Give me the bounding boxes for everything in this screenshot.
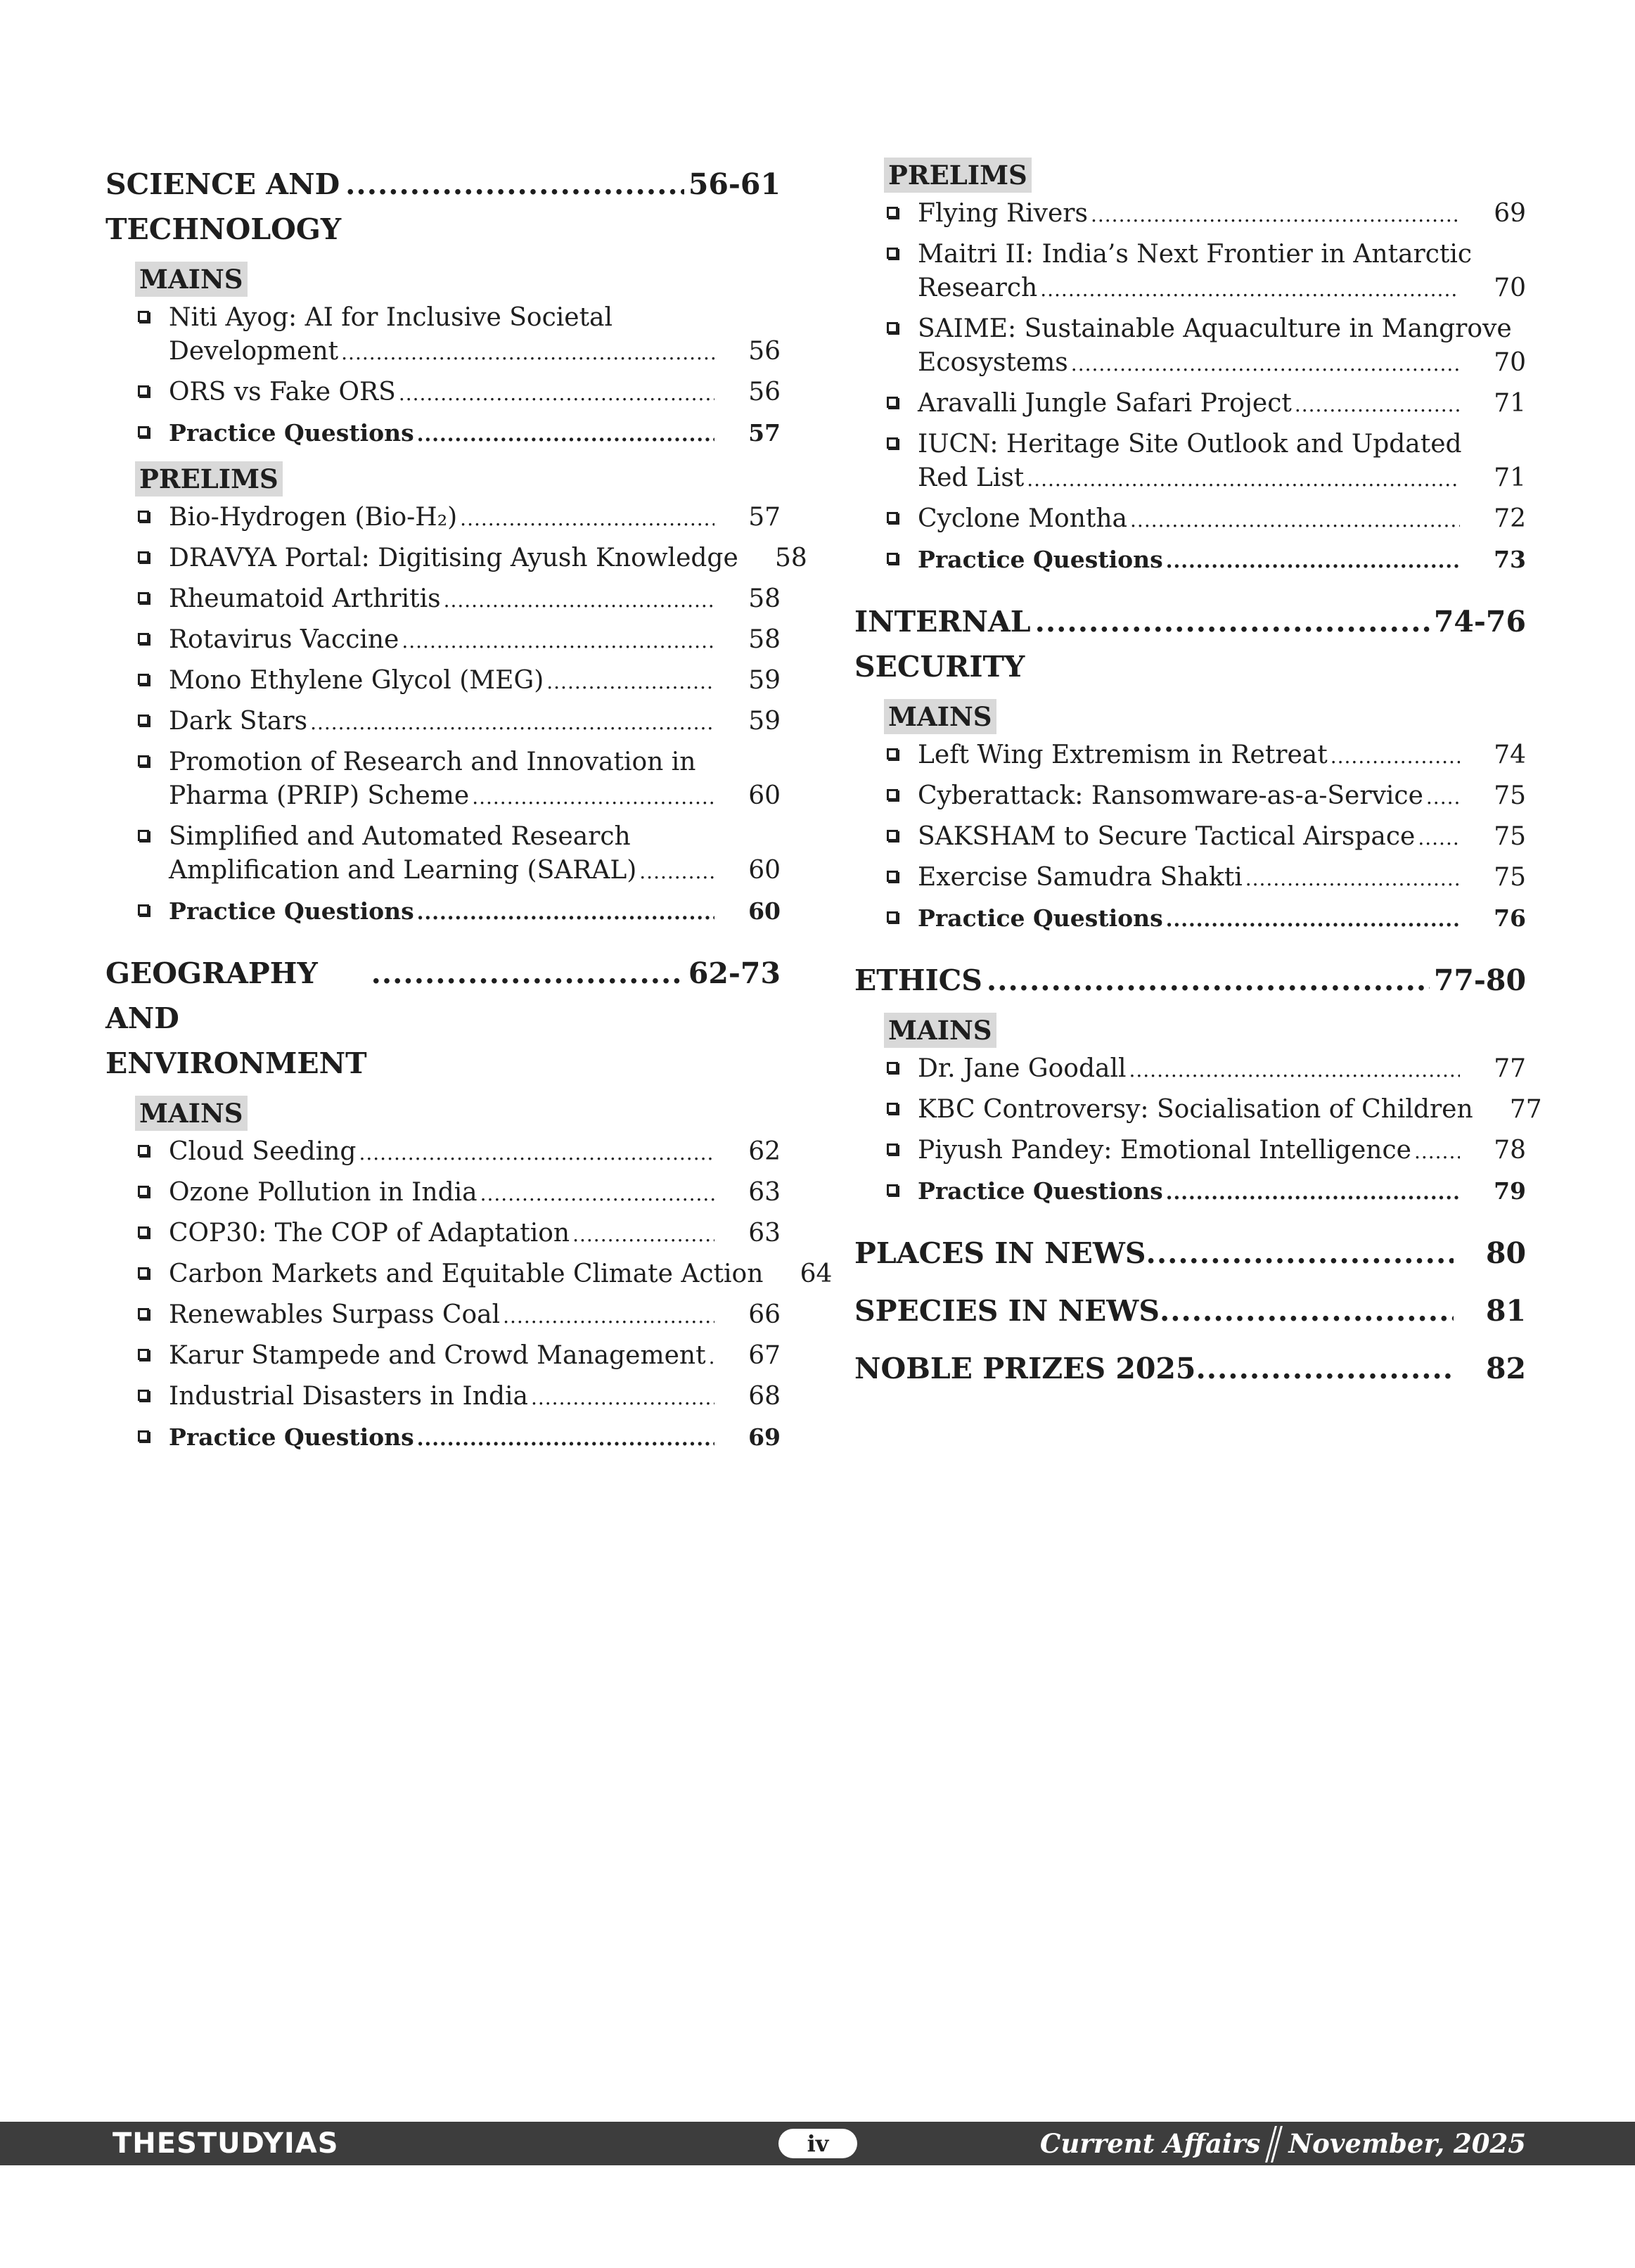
toc-entry[interactable] — [169, 623, 781, 658]
section-heading[interactable] — [105, 162, 781, 252]
section-title: INTERNAL SECURITY — [854, 605, 1031, 684]
toc-entry[interactable] — [169, 376, 781, 411]
checkbox-bullet-icon — [138, 633, 149, 644]
practice-questions-entry[interactable] — [918, 1174, 1526, 1210]
checkbox-bullet-icon — [138, 426, 149, 437]
entry-title: Rheumatoid Arthritis — [169, 584, 441, 613]
entry-title: Industrial Disasters in India — [169, 1382, 528, 1411]
entry-last-line — [918, 271, 1526, 307]
entry-last-line — [169, 1380, 781, 1415]
checkbox-bullet-icon — [887, 322, 898, 333]
entry-last-line — [169, 705, 781, 740]
entry-title: Cyberattack: Ransomware-as-a-Service — [918, 781, 1423, 810]
entry-title: Practice Questions — [169, 1423, 414, 1451]
entry-last-line — [169, 335, 781, 370]
checkbox-bullet-icon — [138, 1349, 149, 1360]
leader-dots — [341, 335, 714, 370]
entry-title: COP30: The COP of Adaptation — [169, 1219, 570, 1248]
leader-dots — [1295, 387, 1460, 422]
entry-page-number: 58 — [748, 584, 781, 613]
entry-page-number: 70 — [1494, 274, 1526, 302]
section-page-range: 62-73 — [688, 956, 781, 990]
leader-dots — [1414, 1134, 1460, 1169]
entry-page-number: 70 — [1494, 348, 1526, 377]
entry-last-line — [918, 197, 1526, 232]
entry-last-line — [918, 820, 1526, 855]
entry-title: Amplification and Learning (SARAL) — [169, 856, 637, 885]
section-heading[interactable] — [854, 958, 1526, 1003]
leader-dots — [480, 1176, 714, 1211]
entry-title-line: Niti Ayog: AI for Inclusive Societal — [169, 303, 613, 332]
entry-last-line — [918, 1052, 1526, 1087]
entry-page-number: 77 — [1509, 1095, 1542, 1124]
double-slash-separator-icon — [1267, 2126, 1281, 2161]
section-heading[interactable] — [854, 599, 1526, 689]
entry-title: Flying Rivers — [918, 199, 1088, 228]
toc-entry[interactable] — [169, 1380, 781, 1415]
section-title: SPECIES IN NEWS — [854, 1294, 1160, 1328]
checkbox-bullet-icon — [138, 1226, 149, 1238]
subsection-label: MAINS — [135, 262, 248, 297]
toc-entry[interactable] — [918, 1052, 1526, 1087]
toc-entry[interactable] — [918, 1093, 1542, 1128]
entry-title: Rotavirus Vaccine — [169, 625, 399, 654]
leader-dots — [1035, 599, 1430, 644]
entry-page-number: 57 — [748, 419, 781, 447]
entry-title: Left Wing Extremism in Retreat — [918, 741, 1328, 769]
entry-last-line — [918, 461, 1526, 496]
section-title: GEOGRAPHY AND ENVIRONMENT — [105, 956, 367, 1080]
leader-dots — [1091, 197, 1460, 232]
subsection-label: PRELIMS — [884, 158, 1032, 193]
leader-dots — [987, 958, 1430, 1003]
leader-dots — [503, 1298, 714, 1333]
entry-page-number: 63 — [748, 1219, 781, 1248]
entry-page-number: 60 — [748, 781, 781, 810]
practice-questions-entry[interactable] — [169, 416, 781, 451]
toc-entry[interactable] — [918, 820, 1526, 855]
checkbox-bullet-icon — [887, 1103, 898, 1114]
entry-page-number: 64 — [800, 1260, 833, 1288]
leader-dots — [417, 1421, 714, 1456]
entry-title-line: Promotion of Research and Innovation in — [169, 748, 696, 776]
practice-questions-entry[interactable] — [918, 902, 1526, 937]
entry-title: Carbon Markets and Equitable Climate Action — [169, 1260, 764, 1288]
entry-page-number: 56 — [748, 378, 781, 406]
entry-title: ORS vs Fake ORS — [169, 378, 396, 406]
checkbox-bullet-icon — [887, 911, 898, 923]
entry-page-number: 75 — [1494, 781, 1526, 810]
entry-last-line — [169, 416, 781, 451]
entry-title: SAKSHAM to Secure Tactical Airspace — [918, 822, 1416, 851]
checkbox-bullet-icon — [138, 830, 149, 841]
leader-dots — [1130, 502, 1460, 537]
leader-dots — [345, 162, 684, 207]
checkbox-bullet-icon — [138, 755, 149, 767]
subsection-label: MAINS — [884, 699, 996, 734]
page-footer — [0, 2122, 1635, 2165]
toc-entry[interactable] — [169, 542, 807, 577]
leader-dots — [1331, 738, 1460, 774]
checkbox-bullet-icon — [138, 904, 149, 916]
toc-entry[interactable] — [169, 1217, 781, 1252]
toc-entry[interactable] — [169, 745, 781, 814]
entry-title: Practice Questions — [169, 419, 414, 447]
checkbox-bullet-icon — [138, 1267, 149, 1279]
section-page-range: 77-80 — [1433, 963, 1526, 997]
entry-title: Dr. Jane Goodall — [918, 1054, 1127, 1083]
entry-last-line — [918, 902, 1526, 937]
entry-title: Practice Questions — [918, 904, 1163, 932]
entry-page-number: 56 — [748, 337, 781, 366]
entry-title: Dark Stars — [169, 707, 308, 736]
entry-last-line — [169, 779, 781, 814]
entry-title: Red List — [918, 463, 1025, 492]
standalone-section-heading[interactable] — [854, 1288, 1526, 1333]
leader-dots — [472, 779, 714, 814]
entry-last-line — [918, 502, 1526, 537]
entry-last-line — [918, 1174, 1526, 1210]
toc-entry[interactable] — [918, 387, 1526, 422]
entry-page-number: 78 — [1494, 1136, 1526, 1165]
toc-entry[interactable] — [169, 705, 781, 740]
entry-page-number: 62 — [748, 1137, 781, 1166]
entry-title: Ozone Pollution in India — [169, 1178, 477, 1207]
entry-page-number: 72 — [1494, 504, 1526, 533]
entry-page-number: 67 — [748, 1341, 781, 1370]
leader-dots — [460, 501, 714, 536]
standalone-section-heading[interactable] — [854, 1346, 1526, 1391]
leader-dots — [1166, 1174, 1460, 1210]
entry-last-line — [169, 501, 781, 536]
checkbox-bullet-icon — [138, 511, 149, 522]
entry-last-line — [169, 854, 781, 889]
leader-dots — [310, 705, 714, 740]
toc-entry[interactable] — [918, 238, 1526, 307]
section-page-range: 74-76 — [1433, 605, 1526, 639]
leader-dots — [1071, 346, 1460, 381]
leader-dots — [1129, 1052, 1460, 1087]
section-page-range: 56-61 — [688, 167, 781, 201]
toc-entry[interactable] — [918, 1134, 1526, 1169]
entry-page-number: 59 — [748, 666, 781, 695]
entry-page-number: 69 — [748, 1423, 781, 1451]
entry-page-number: 71 — [1494, 463, 1526, 492]
entry-title: Aravalli Jungle Safari Project — [918, 389, 1292, 418]
entry-title: Practice Questions — [169, 897, 414, 925]
entry-last-line — [169, 376, 781, 411]
leader-dots — [417, 895, 714, 930]
checkbox-bullet-icon — [887, 397, 898, 408]
entry-title: Bio-Hydrogen (Bio-H₂) — [169, 503, 458, 532]
subsection-label: MAINS — [884, 1013, 996, 1048]
issue-info — [1040, 2126, 1526, 2161]
leader-dots — [1166, 902, 1460, 937]
entry-last-line — [169, 623, 781, 658]
toc-right-column — [854, 160, 1542, 1404]
entry-title: Renewables Surpass Coal — [169, 1300, 501, 1329]
leader-dots — [1195, 1346, 1453, 1391]
entry-title: KBC Controversy: Socialisation of Children — [918, 1095, 1473, 1124]
leader-dots — [546, 664, 714, 699]
entry-last-line — [918, 1093, 1542, 1128]
checkbox-bullet-icon — [887, 871, 898, 882]
entry-title: Pharma (PRIP) Scheme — [169, 781, 470, 810]
checkbox-bullet-icon — [138, 1145, 149, 1156]
section-page-number: 80 — [1485, 1236, 1526, 1270]
entry-last-line — [918, 861, 1526, 896]
entry-title: Cyclone Montha — [918, 504, 1128, 533]
entry-page-number: 68 — [748, 1382, 781, 1411]
entry-page-number: 76 — [1494, 904, 1526, 932]
publication-name: Current Affairs — [1039, 2128, 1261, 2159]
entry-last-line — [918, 1134, 1526, 1169]
checkbox-bullet-icon — [887, 789, 898, 800]
entry-page-number: 60 — [748, 897, 781, 925]
entry-last-line — [169, 1257, 833, 1293]
checkbox-bullet-icon — [887, 207, 898, 218]
brand-name: THESTUDYIAS — [113, 2127, 339, 2160]
subsection-label: PRELIMS — [135, 461, 283, 496]
entry-last-line — [169, 1339, 781, 1374]
entry-last-line — [169, 664, 781, 699]
checkbox-bullet-icon — [887, 512, 898, 523]
entry-page-number: 75 — [1494, 822, 1526, 851]
standalone-section-heading[interactable] — [854, 1231, 1526, 1276]
entry-page-number: 71 — [1494, 389, 1526, 418]
toc-entry[interactable] — [918, 428, 1526, 496]
entry-title-line: SAIME: Sustainable Aquaculture in Mangrove — [918, 314, 1512, 343]
checkbox-bullet-icon — [887, 1062, 898, 1073]
entry-last-line — [918, 387, 1526, 422]
checkbox-bullet-icon — [138, 1186, 149, 1197]
entry-last-line — [169, 1421, 781, 1456]
toc-entry[interactable] — [169, 501, 781, 536]
subsection-label: MAINS — [135, 1096, 248, 1131]
checkbox-bullet-icon — [138, 551, 149, 563]
leader-dots — [572, 1217, 714, 1252]
entry-title-line: IUCN: Heritage Site Outlook and Updated — [918, 430, 1462, 459]
page-number: iv — [778, 2129, 857, 2158]
checkbox-bullet-icon — [138, 674, 149, 685]
leader-dots — [371, 951, 684, 996]
practice-questions-entry[interactable] — [169, 895, 781, 930]
entry-last-line — [169, 542, 807, 577]
checkbox-bullet-icon — [887, 248, 898, 259]
entry-title: Research — [918, 274, 1038, 302]
toc-left-column — [105, 162, 833, 1461]
entry-page-number: 69 — [1494, 199, 1526, 228]
entry-title: Mono Ethylene Glycol (MEG) — [169, 666, 544, 695]
entry-title: Cloud Seeding — [169, 1137, 357, 1166]
entry-page-number: 74 — [1494, 741, 1526, 769]
entry-page-number: 75 — [1494, 863, 1526, 892]
entry-last-line — [918, 738, 1526, 774]
leader-dots — [1160, 1288, 1454, 1333]
toc-entry[interactable] — [169, 582, 781, 617]
leader-dots — [1245, 861, 1460, 896]
section-page-number: 81 — [1485, 1294, 1526, 1328]
section-title: NOBLE PRIZES 2025 — [854, 1352, 1196, 1385]
entry-title: Karur Stampede and Crowd Management — [169, 1341, 706, 1370]
entry-title: Exercise Samudra Shakti — [918, 863, 1243, 892]
section-title: SCIENCE AND TECHNOLOGY — [105, 167, 342, 246]
entry-title: Development — [169, 337, 339, 366]
toc-entry[interactable] — [169, 1135, 781, 1170]
entry-last-line — [918, 779, 1526, 814]
entry-page-number: 58 — [748, 625, 781, 654]
entry-page-number: 63 — [748, 1178, 781, 1207]
toc-entry[interactable] — [918, 738, 1526, 774]
section-heading[interactable] — [105, 951, 781, 1086]
entry-last-line — [169, 895, 781, 930]
toc-entry[interactable] — [169, 301, 781, 370]
entry-title: DRAVYA Portal: Digitising Ayush Knowledge — [169, 544, 738, 572]
practice-questions-entry[interactable] — [169, 1421, 781, 1456]
entry-page-number: 60 — [748, 856, 781, 885]
checkbox-bullet-icon — [138, 1430, 149, 1442]
checkbox-bullet-icon — [887, 748, 898, 760]
toc-entry[interactable] — [918, 861, 1526, 896]
entry-title-line: Maitri II: India’s Next Frontier in Antarctic — [918, 240, 1473, 269]
checkbox-bullet-icon — [887, 1184, 898, 1196]
toc-entry[interactable] — [169, 1339, 781, 1374]
checkbox-bullet-icon — [138, 1308, 149, 1319]
checkbox-bullet-icon — [887, 437, 898, 449]
entry-title: Practice Questions — [918, 1177, 1163, 1205]
toc-entry[interactable] — [918, 779, 1526, 814]
leader-dots — [1040, 271, 1460, 307]
toc-entry[interactable] — [169, 1298, 781, 1333]
leader-dots — [444, 582, 714, 617]
issue-date: November, 2025 — [1288, 2128, 1526, 2159]
toc-entry[interactable] — [169, 820, 781, 889]
entry-last-line — [169, 1298, 781, 1333]
entry-last-line — [169, 1217, 781, 1252]
toc-entry[interactable] — [169, 664, 781, 699]
entry-last-line — [169, 1135, 781, 1170]
toc-entry[interactable] — [169, 1176, 781, 1211]
entry-page-number: 58 — [774, 544, 807, 572]
toc-entry[interactable] — [918, 197, 1526, 232]
practice-questions-entry[interactable] — [918, 543, 1526, 578]
entry-title-line: Simplified and Automated Research — [169, 822, 631, 851]
entry-page-number: 59 — [748, 707, 781, 736]
entry-last-line — [918, 346, 1526, 381]
checkbox-bullet-icon — [138, 385, 149, 397]
leader-dots — [1418, 820, 1460, 855]
checkbox-bullet-icon — [887, 1143, 898, 1155]
leader-dots — [1146, 1231, 1454, 1276]
entry-title: Ecosystems — [918, 348, 1068, 377]
entry-title: Piyush Pandey: Emotional Intelligence — [918, 1136, 1411, 1165]
leader-dots — [1027, 461, 1460, 496]
toc-entry[interactable] — [918, 502, 1526, 537]
leader-dots — [399, 376, 714, 411]
entry-last-line — [918, 543, 1526, 578]
leader-dots — [402, 623, 714, 658]
leader-dots — [1166, 543, 1460, 578]
leader-dots — [531, 1380, 714, 1415]
checkbox-bullet-icon — [887, 830, 898, 841]
entry-page-number: 79 — [1494, 1177, 1526, 1205]
toc-entry[interactable] — [169, 1257, 833, 1293]
entry-page-number: 57 — [748, 503, 781, 532]
toc-entry[interactable] — [918, 312, 1526, 381]
entry-page-number: 66 — [748, 1300, 781, 1329]
entry-page-number: 77 — [1494, 1054, 1526, 1083]
checkbox-bullet-icon — [138, 715, 149, 726]
section-title: ETHICS — [854, 963, 982, 997]
section-title: PLACES IN NEWS — [854, 1236, 1146, 1270]
leader-dots — [417, 416, 714, 451]
leader-dots — [709, 1339, 714, 1374]
leader-dots — [1426, 779, 1460, 814]
checkbox-bullet-icon — [138, 311, 149, 322]
checkbox-bullet-icon — [138, 592, 149, 603]
checkbox-bullet-icon — [138, 1390, 149, 1401]
entry-page-number: 73 — [1494, 546, 1526, 573]
leader-dots — [639, 854, 714, 889]
checkbox-bullet-icon — [887, 553, 898, 564]
entry-last-line — [169, 582, 781, 617]
section-page-number: 82 — [1485, 1352, 1526, 1385]
entry-title: Practice Questions — [918, 546, 1163, 573]
leader-dots — [359, 1135, 714, 1170]
entry-last-line — [169, 1176, 781, 1211]
